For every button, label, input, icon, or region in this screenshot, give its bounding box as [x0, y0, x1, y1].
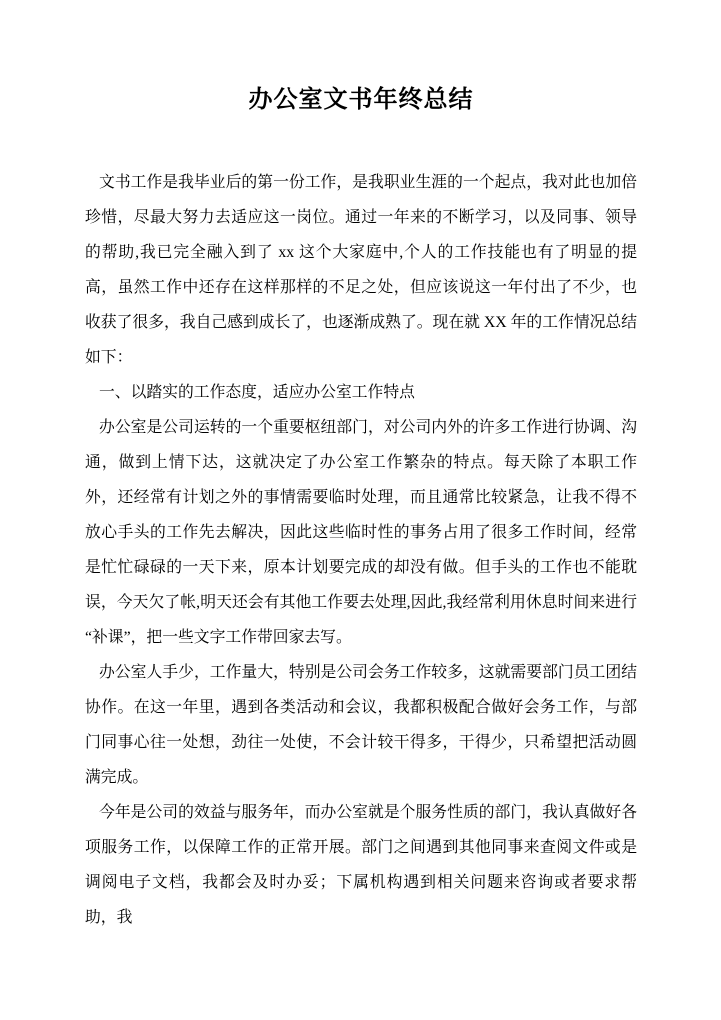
section-heading: 一、以踏实的工作态度，适应办公室工作特点: [99, 384, 415, 401]
paragraph: 办公室人手少，工作量大，特别是公司会务工作较多，这就需要部门员工团结协作。在这一年里，遇到各类活动和会议，我都积极配合做好会务工作，与部门同事心往一处想，劲往一处使，不会计较干得多，干得少，只希望把活动圆满完成。: [85, 664, 637, 786]
paragraph: 今年是公司的效益与服务年，而办公室就是个服务性质的部门，我认真做好各项服务工作，以保障工作的正常开展。部门之间遇到其他同事来查阅文件或是调阅电子文档，我都会及时办妥；下属机构遇到相关问题来咨询或者要求帮助，我: [85, 804, 637, 926]
paragraph: 文书工作是我毕业后的第一份工作，是我职业生涯的一个起点，我对此也加倍珍惜，尽最大努力去适应这一岗位。通过一年来的不断学习，以及同事、领导的帮助,我已完全融入到了 xx 这个大家庭中,个人的工作技能也有了明显的提高，虽然工作中还存在这样那样的不足之处，但应该说这一年付出了不少，也收获了很多，我自己感到成长了，也逐渐成熟了。现在就 XX 年的工作情况总结如下：: [85, 174, 638, 366]
document-body: [85, 165, 637, 935]
document-content: [85, 84, 637, 935]
document-title: 办公室文书年终总结: [248, 87, 474, 113]
paragraph: 办公室是公司运转的一个重要枢纽部门，对公司内外的许多工作进行协调、沟通，做到上情下达，这就决定了办公室工作繁杂的特点。每天除了本职工作外，还经常有计划之外的事情需要临时处理，而且通常比较紧急，让我不得不放心手头的工作先去解决，因此这些临时性的事务占用了很多工作时间，经常是忙忙碌碌的一天下来，原本计划要完成的却没有做。但手头的工作也不能耽误，今天欠了帐,明天还会有其他工作要去处理,因此,我经常利用休息时间来进行“补课”，把一些文字工作带回家去写。: [85, 419, 637, 646]
